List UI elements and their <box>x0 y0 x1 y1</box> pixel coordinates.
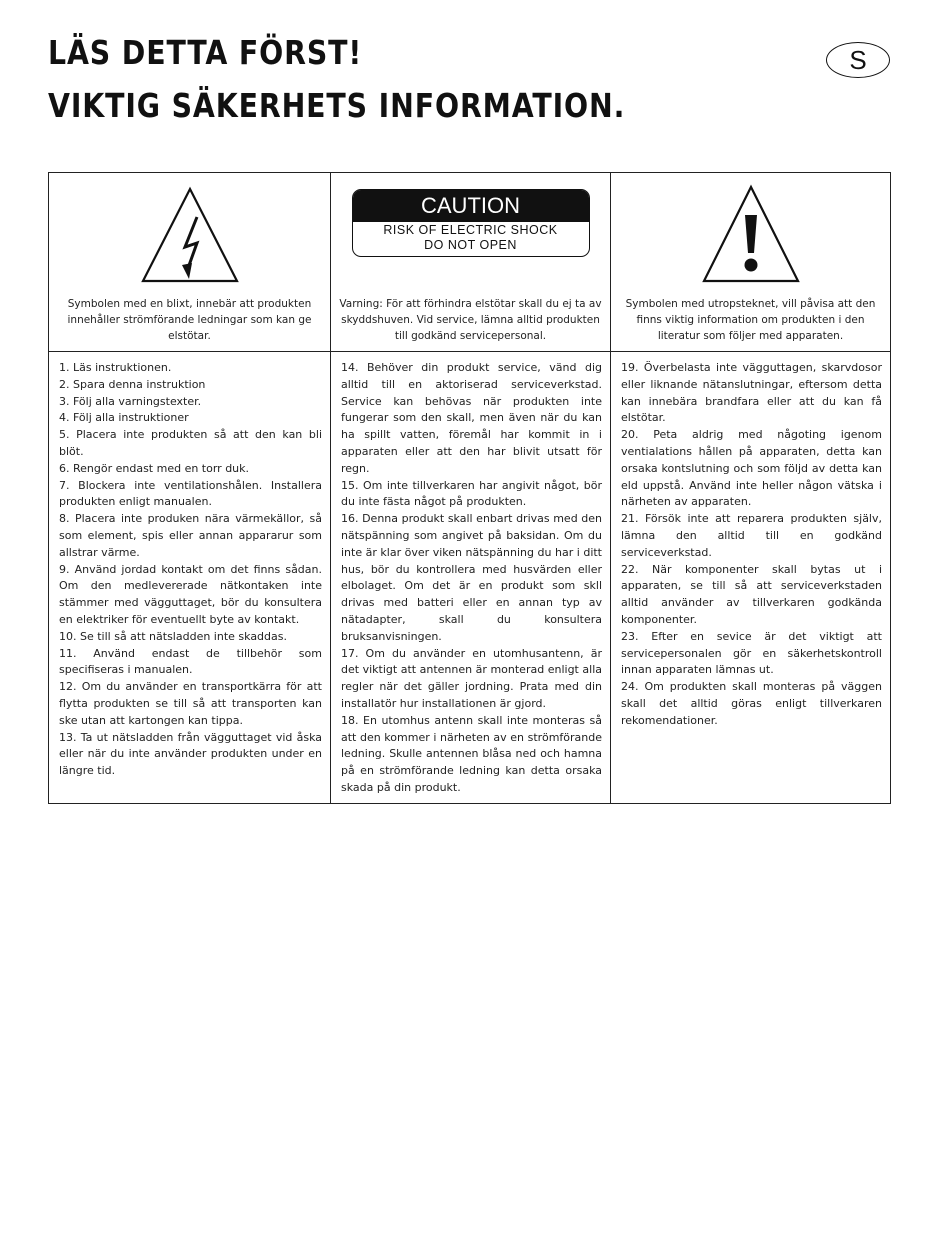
symbol-caption: Varning: För att förhindra elstötar skall du ej ta av skyddshuven. Vid service, lämna alltid produkten till godkänd servicepersonal. <box>339 298 602 342</box>
list-item: 19. Överbelasta inte vägguttagen, skarvdosor eller liknande nätanslutningar, eftersom detta kan innebära brandfara eller att du kan få elstötar. <box>621 361 882 425</box>
list-item: 17. Om du använder en utomhusantenn, är det viktigt att antennen är monterad enligt alla regler när det gäller jordning. Prata med din installatör hur installationen är gjord. <box>341 646 602 710</box>
instructions-row <box>49 352 891 804</box>
caution-line-2: DO NOT OPEN <box>424 238 517 252</box>
list-item: 3. Följ alla varningstexter. <box>59 394 202 408</box>
instructions-column-3 <box>611 352 891 804</box>
list-item: 5. Placera inte produkten så att den kan bli blöt. <box>59 428 322 458</box>
list-item: 21. Försök inte att reparera produkten själv, lämna den alltid till en godkänd serviceverkstad. <box>621 512 882 559</box>
list-item: 8. Placera inte produken nära värmekällor, så som element, spis eller annan appararur som allstrar värme. <box>59 512 322 559</box>
list-item: 4. Följ alla instruktioner <box>59 411 189 425</box>
list-item: 22. När komponenter skall bytas ut i apparaten, se till så att serviceverkstaden alltid använder av tillverkaren godkända komponenter. <box>621 562 882 626</box>
list-item: 16. Denna produkt skall enbart drivas med den nätspänning som angivet på baksidan. Om du inte är klar över viken nätspänning du har i ditt hus, bör du kontrollera med husvärden eller elbolaget. Om det är en produkt som skll drivas med batteri eller en annan typ av nätadapter, skall du konsultera bruksanvisningen. <box>341 512 602 643</box>
list-item: 13. Ta ut nätsladden från vägguttaget vid åska eller när du inte använder produkten under en längre tid. <box>59 730 322 778</box>
page-subtitle: VIKTIG SÄKERHETS INFORMATION. <box>48 86 626 125</box>
symbol-caption: Symbolen med utropsteknet, vill påvisa att den finns viktig information om produkten i den literatur som följer med apparaten. <box>625 298 876 342</box>
list-item: 15. Om inte tillverkaren har angivit något, bör du inte fästa något på produkten. <box>341 478 602 509</box>
symbol-caption: Symbolen med en blixt, innebär att produkten innehåller strömförande ledningar som kan ge elstötar. <box>67 298 312 342</box>
symbol-cell-lightning <box>49 173 331 352</box>
list-item: 9. Använd jordad kontakt om det finns sådan. Om den medlevererade nätkontaken inte stämmer med vägguttaget, bör du konsultera en elektriker för eventuellt byte av kontakt. <box>59 562 322 626</box>
symbols-row <box>49 173 891 352</box>
language-badge: S <box>826 42 890 78</box>
instructions-column-2 <box>331 352 611 804</box>
list-item: 14. Behöver din produkt service, vänd dig alltid till en aktoriserad serviceverkstad. Service kan behövas när produkten inte fungerar som den skall, men även när du kan ha spillt vatten, föremål har kommit in i apparaten eller att den har blivit utsatt för regn. <box>341 361 602 475</box>
caution-title: CAUTION <box>353 190 589 222</box>
list-item: 10. Se till så att nätsladden inte skaddas. <box>59 629 287 643</box>
exclamation-triangle-icon <box>611 181 890 293</box>
list-item: 7. Blockera inte ventilationshålen. Installera produkten enligt manualen. <box>59 478 322 509</box>
list-item: 24. Om produkten skall monteras på väggen skall det alltid göras enligt tillverkaren rekomendationer. <box>621 680 882 727</box>
instructions-column-1 <box>49 352 331 804</box>
list-item: 11. Använd endast de tillbehör som specifiseras i manualen. <box>59 646 322 677</box>
list-item: 2. Spara denna instruktion <box>59 377 206 391</box>
list-item: 20. Peta aldrig med någoting igenom ventialations hållen på apparaten, detta kan orsaka kontslutning och som följd av detta kan eld uppstå. Använd inte heller någon vätska i närheten av apparaten. <box>621 428 882 509</box>
lightning-bolt-triangle-icon <box>49 181 330 293</box>
list-item: 1. Läs instruktionen. <box>59 361 172 374</box>
caution-label <box>352 189 590 257</box>
list-item: 6. Rengör endast med en torr duk. <box>59 461 250 475</box>
symbol-cell-exclamation <box>611 173 891 352</box>
list-item: 23. Efter en sevice är det viktigt att servicepersonalen gör en säkerhetskontroll innan apparaten lämnas ut. <box>621 629 882 677</box>
safety-table <box>48 172 891 804</box>
list-item: 18. En utomhus antenn skall inte monteras så att den kommer i närheten av en strömförande ledning. Skulle antennen blåsa ned och hamna på en strömförande ledning kan detta orsaka skada på din produkt. <box>341 713 602 794</box>
caution-line-1: RISK OF ELECTRIC SHOCK <box>383 223 558 237</box>
page-title: LÄS DETTA FÖRST! <box>48 33 363 72</box>
list-item: 12. Om du använder en transportkärra för att flytta produkten se till så att transporten kan ske utan att kartongen kan tippa. <box>59 680 322 727</box>
symbol-cell-caution <box>331 173 611 352</box>
